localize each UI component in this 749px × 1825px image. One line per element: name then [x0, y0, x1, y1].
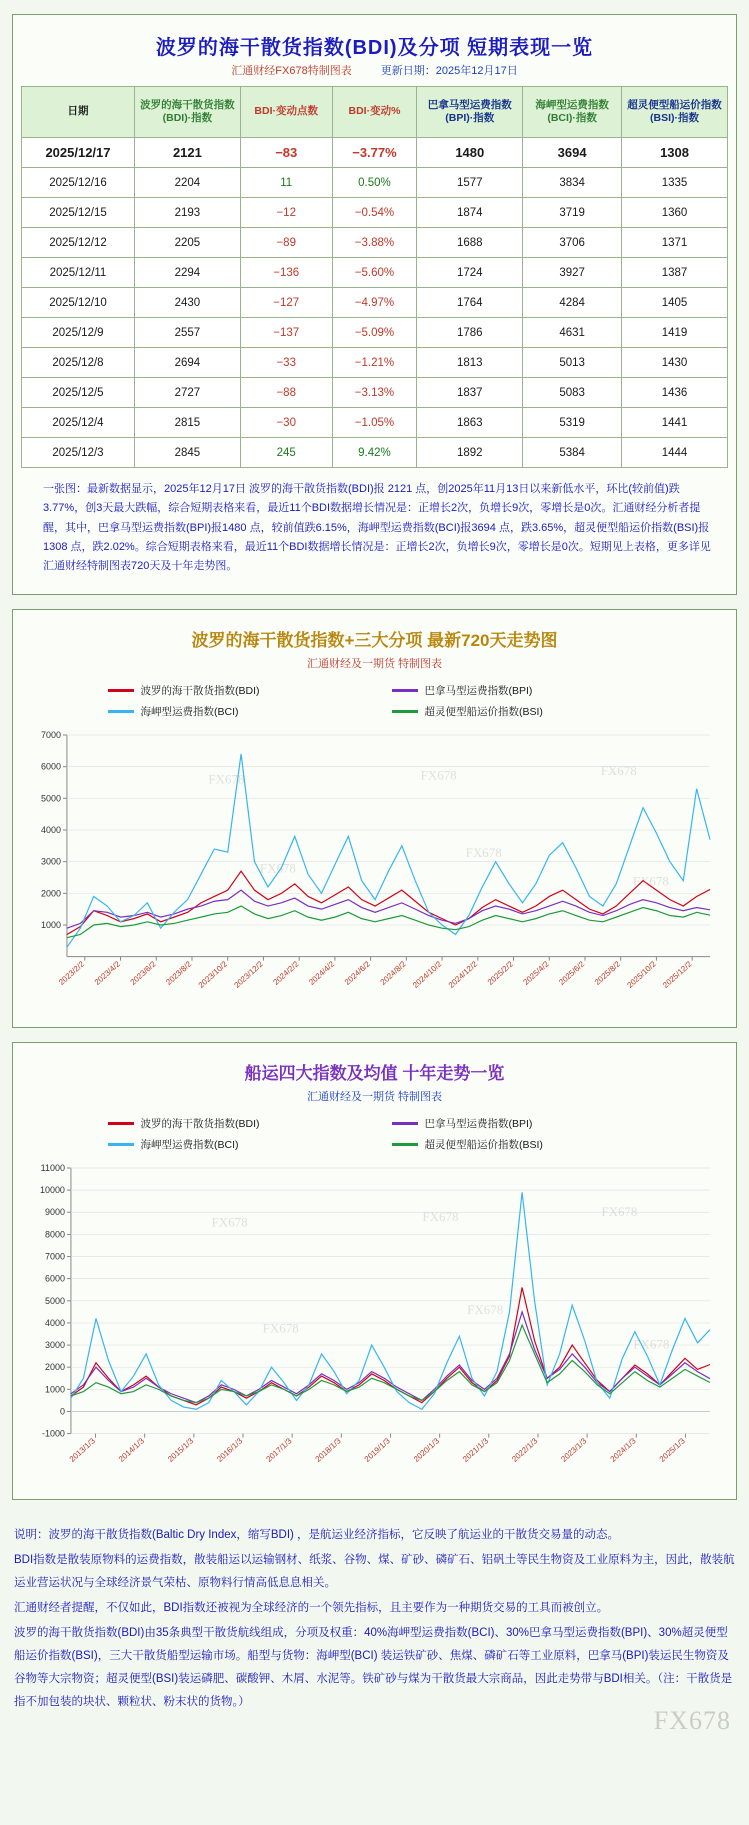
svg-text:2024/10/2: 2024/10/2 — [411, 959, 444, 991]
cell-bci: 3706 — [523, 228, 622, 258]
svg-text:FX678: FX678 — [208, 772, 245, 788]
legend-item-bdi-2 — [108, 1116, 358, 1131]
cell-bdi-change: −33 — [240, 348, 332, 378]
cell-bdi-pct: 0.50% — [332, 168, 417, 198]
cell-bsi: 1441 — [622, 408, 728, 438]
cell-date: 2025/12/3 — [22, 438, 135, 468]
cell-bdi-pct: −5.60% — [332, 258, 417, 288]
svg-text:FX678: FX678 — [633, 1336, 670, 1352]
cell-bci: 4631 — [523, 318, 622, 348]
cell-bpi: 1892 — [417, 438, 523, 468]
table-row — [22, 408, 728, 438]
col-bci: 海岬型运费指数(BCI)·指数 — [523, 87, 622, 138]
cell-bci: 5013 — [523, 348, 622, 378]
cell-bdi: 2294 — [134, 258, 240, 288]
table-body — [22, 138, 728, 468]
cell-date: 2025/12/16 — [22, 168, 135, 198]
svg-text:5000: 5000 — [44, 1295, 65, 1306]
cell-bdi-change: −137 — [240, 318, 332, 348]
table-source: 汇通财经FX678特制图表 — [231, 65, 352, 77]
cell-bci: 5384 — [523, 438, 622, 468]
col-date: 日期 — [22, 87, 135, 138]
table-subline — [21, 62, 728, 86]
svg-text:2024/6/2: 2024/6/2 — [342, 959, 372, 988]
cell-date: 2025/12/12 — [22, 228, 135, 258]
cell-bci: 4284 — [523, 288, 622, 318]
legend-item-bpi — [392, 683, 642, 698]
col-bdi-pct: BDI·变动% — [332, 87, 417, 138]
cell-bdi: 2205 — [134, 228, 240, 258]
cell-bpi: 1813 — [417, 348, 523, 378]
cell-bdi-change: −30 — [240, 408, 332, 438]
legend-swatch-bpi-2 — [392, 1122, 418, 1125]
cell-bpi: 1688 — [417, 228, 523, 258]
cell-bdi-change: −127 — [240, 288, 332, 318]
col-bdi-change: BDI·变动点数 — [240, 87, 332, 138]
table-row — [22, 228, 728, 258]
chart-10y-plot — [21, 1156, 728, 1490]
cell-bpi: 1724 — [417, 258, 523, 288]
svg-text:9000: 9000 — [44, 1207, 65, 1218]
svg-text:2024/2/2: 2024/2/2 — [271, 959, 301, 988]
cell-bdi-change: 245 — [240, 438, 332, 468]
chart-720d-subtitle: 汇通财经及一期货 特制图表 — [306, 658, 443, 671]
page-title: 波罗的海干散货指数(BDI)及分项 短期表现一览 — [155, 37, 594, 59]
svg-text:2025/6/2: 2025/6/2 — [557, 959, 587, 988]
svg-text:4000: 4000 — [40, 825, 61, 836]
table-row — [22, 138, 728, 168]
cell-bci: 5083 — [523, 378, 622, 408]
legend-label-bdi: 波罗的海干散货指数(BDI) — [140, 685, 260, 698]
cell-bdi-pct: −1.05% — [332, 408, 417, 438]
cell-date: 2025/12/9 — [22, 318, 135, 348]
svg-text:2021/1/3: 2021/1/3 — [461, 1436, 491, 1464]
svg-text:FX678: FX678 — [600, 763, 637, 779]
svg-text:1000: 1000 — [40, 920, 61, 931]
footer-line-3: 波罗的海干散货指数(BDI)由35条典型干散货航线组成，分项及权重：40%海岬型运费指数(BCI)、30%巴拿马型运费指数(BPI)、30%超灵便型船运价指数(BSI)，三大干散货船型运输市场。船型与货物：海岬型(BCI) 装运铁矿砂、焦煤、磷矿石等工业原料，巴拿马(BPI)装运民生物资及谷物等大宗物资；超灵便型(BSI)装运磷肥、碳酸钾、木屑、水泥等。铁矿砂与煤为干散货最大宗商品，因此走势带与BDI相关。（注：干散货是指不加包装的块状、颗粒状、粉末状的货物。） — [14, 1627, 733, 1709]
legend-label-bpi: 巴拿马型运费指数(BPI) — [424, 685, 533, 698]
legend-item-bsi-2 — [392, 1137, 642, 1152]
cell-bpi: 1786 — [417, 318, 523, 348]
cell-bdi-change: −83 — [240, 138, 332, 168]
cell-bdi-pct: 9.42% — [332, 438, 417, 468]
svg-text:2024/12/2: 2024/12/2 — [446, 959, 480, 991]
cell-bsi: 1308 — [622, 138, 728, 168]
svg-text:2025/4/2: 2025/4/2 — [521, 959, 551, 988]
cell-bci: 3927 — [523, 258, 622, 288]
cell-bdi-change: −88 — [240, 378, 332, 408]
cell-bdi: 2430 — [134, 288, 240, 318]
legend-label-bsi: 超灵便型船运价指数(BSI) — [424, 706, 543, 719]
svg-text:2025/10/2: 2025/10/2 — [625, 959, 658, 991]
svg-text:FX678: FX678 — [211, 1214, 248, 1230]
col-bsi: 超灵便型船运价指数(BSI)·指数 — [622, 87, 728, 138]
legend-label-bpi-2: 巴拿马型运费指数(BPI) — [424, 1117, 533, 1130]
cell-bsi: 1371 — [622, 228, 728, 258]
cell-date: 2025/12/5 — [22, 378, 135, 408]
cell-bdi-change: −89 — [240, 228, 332, 258]
chart-10y-panel — [12, 1042, 737, 1501]
table-row — [22, 198, 728, 228]
svg-text:FX678: FX678 — [467, 1301, 504, 1317]
cell-bdi-pct: −3.77% — [332, 138, 417, 168]
svg-text:0: 0 — [59, 1406, 65, 1417]
cell-bdi: 2694 — [134, 348, 240, 378]
cell-date: 2025/12/8 — [22, 348, 135, 378]
cell-bdi-change: −136 — [240, 258, 332, 288]
cell-bsi: 1360 — [622, 198, 728, 228]
legend-label-bdi-2: 波罗的海干散货指数(BDI) — [140, 1117, 260, 1130]
legend-label-bci-2: 海岬型运费指数(BCI) — [140, 1138, 239, 1151]
svg-text:2018/1/3: 2018/1/3 — [313, 1436, 343, 1464]
legend-item-bci-2 — [108, 1137, 358, 1152]
svg-text:2025/12/2: 2025/12/2 — [661, 959, 694, 991]
cell-bpi: 1874 — [417, 198, 523, 228]
cell-bpi: 1764 — [417, 288, 523, 318]
cell-bdi-pct: −3.13% — [332, 378, 417, 408]
cell-bsi: 1405 — [622, 288, 728, 318]
legend-swatch-bci-2 — [108, 1143, 134, 1146]
cell-bdi-pct: −0.54% — [332, 198, 417, 228]
cell-bci: 3694 — [523, 138, 622, 168]
chart-720d-plot — [21, 723, 728, 1017]
legend-swatch-bci — [108, 710, 134, 713]
chart-10y-subtitle: 汇通财经及一期货 特制图表 — [306, 1090, 443, 1103]
chart-10y-title: 船运四大指数及均值 十年走势一览 — [244, 1063, 505, 1083]
svg-text:2023/6/2: 2023/6/2 — [128, 959, 158, 988]
svg-text:-1000: -1000 — [41, 1428, 65, 1439]
table-updated: 更新日期：2025年12月17日 — [380, 65, 518, 77]
svg-text:2015/1/3: 2015/1/3 — [166, 1436, 196, 1464]
footer-line-2: 汇通财经者提醒，不仅如此，BDI指数还被视为全球经济的一个领先指标，且主要作为一种期货交易的工具而被创立。 — [14, 1602, 609, 1615]
cell-bdi: 2121 — [134, 138, 240, 168]
cell-bsi: 1387 — [622, 258, 728, 288]
chart-720d-svg — [25, 727, 724, 1017]
legend-swatch-bdi-2 — [108, 1122, 134, 1125]
table-row — [22, 348, 728, 378]
chart-10y-svg — [25, 1160, 724, 1490]
cell-date: 2025/12/10 — [22, 288, 135, 318]
footer-notes — [0, 1514, 749, 1742]
cell-bpi: 1863 — [417, 408, 523, 438]
cell-bdi: 2845 — [134, 438, 240, 468]
cell-bsi: 1419 — [622, 318, 728, 348]
legend-item-bci — [108, 704, 358, 719]
cell-bdi-pct: −3.88% — [332, 228, 417, 258]
svg-text:6000: 6000 — [44, 1273, 65, 1284]
bdi-table-panel — [12, 14, 737, 595]
svg-text:FX678: FX678 — [422, 1208, 459, 1224]
cell-bsi: 1444 — [622, 438, 728, 468]
svg-text:3000: 3000 — [40, 856, 61, 867]
cell-bpi: 1837 — [417, 378, 523, 408]
cell-bdi-change: −12 — [240, 198, 332, 228]
svg-text:6000: 6000 — [40, 761, 61, 772]
cell-date: 2025/12/4 — [22, 408, 135, 438]
page-root — [0, 14, 749, 1742]
col-bdi: 波罗的海干散货指数(BDI)·指数 — [134, 87, 240, 138]
cell-bsi: 1436 — [622, 378, 728, 408]
svg-text:2013/1/3: 2013/1/3 — [67, 1436, 97, 1464]
svg-text:2022/1/3: 2022/1/3 — [510, 1436, 540, 1464]
legend-label-bsi-2: 超灵便型船运价指数(BSI) — [424, 1138, 543, 1151]
svg-text:7000: 7000 — [40, 730, 61, 741]
cell-bsi: 1335 — [622, 168, 728, 198]
svg-text:2023/8/2: 2023/8/2 — [164, 959, 194, 988]
table-row — [22, 168, 728, 198]
legend-swatch-bdi — [108, 689, 134, 692]
cell-bdi-pct: −1.21% — [332, 348, 417, 378]
svg-text:3000: 3000 — [44, 1339, 65, 1350]
cell-bci: 3834 — [523, 168, 622, 198]
svg-text:5000: 5000 — [40, 793, 61, 804]
table-note: 一张图：最新数据显示，2025年12月17日 波罗的海干散货指数(BDI)报 2121 点，创2025年11月13日以来新低水平，环比(较前值)跌3.77%，创3天最大跌幅，综合短期表格来看，最近11个BDI数据增长情况是：正增长2次，负增长9次，零增长是0次。汇通财经分析者提醒，其中，巴拿马型运费指数(BPI)报1480 点，较前值跌6.15%，海岬型运费指数(BCI)报3694 点，跌3.65%，超灵便型船运价指数(BSI)报1308 点，跌2.02%。综合短期表格来看，最近11个BDI数据增长情况是：正增长2次，负增长9次，零增长是0次。短期见上表格，更多详见汇通财经特制图表720天及十年走势图。 — [43, 483, 711, 572]
table-header-row — [22, 87, 728, 138]
cell-bci: 5319 — [523, 408, 622, 438]
footer-line-1: BDI指数是散装原物料的运费指数，散装船运以运输钢材、纸浆、谷物、煤、矿砂、磷矿石、铝矾土等民生物资及工业原料为主，因此，散装航运业营运状况与全球经济景气荣枯、原物料行情高低息息相关。 — [14, 1554, 735, 1590]
svg-text:2025/8/2: 2025/8/2 — [592, 959, 623, 988]
col-bpi: 巴拿马型运费指数(BPI)·指数 — [417, 87, 523, 138]
legend-item-bsi — [392, 704, 642, 719]
bdi-table — [21, 86, 728, 468]
cell-bdi: 2557 — [134, 318, 240, 348]
svg-text:2023/1/3: 2023/1/3 — [559, 1436, 589, 1464]
svg-text:2000: 2000 — [40, 888, 61, 899]
cell-bdi: 2204 — [134, 168, 240, 198]
table-row — [22, 258, 728, 288]
svg-text:2025/1/3: 2025/1/3 — [657, 1436, 687, 1464]
legend-label-bci: 海岬型运费指数(BCI) — [140, 706, 239, 719]
cell-bdi-pct: −4.97% — [332, 288, 417, 318]
cell-bpi: 1577 — [417, 168, 523, 198]
svg-text:FX678: FX678 — [259, 860, 296, 876]
svg-text:4000: 4000 — [44, 1317, 65, 1328]
cell-bsi: 1430 — [622, 348, 728, 378]
legend-swatch-bpi — [392, 689, 418, 692]
legend-swatch-bsi — [392, 710, 418, 713]
svg-text:2023/10/2: 2023/10/2 — [196, 959, 230, 991]
chart-720d-title: 波罗的海干散货指数+三大分项 最新720天走势图 — [191, 631, 558, 651]
chart-720d-panel — [12, 609, 737, 1028]
chart-720d-legend — [21, 673, 728, 723]
svg-text:8000: 8000 — [44, 1229, 65, 1240]
svg-text:1000: 1000 — [44, 1384, 65, 1395]
cell-date: 2025/12/15 — [22, 198, 135, 228]
cell-bdi: 2815 — [134, 408, 240, 438]
svg-text:FX678: FX678 — [420, 767, 457, 783]
svg-text:2023/2/2: 2023/2/2 — [57, 959, 87, 988]
table-row — [22, 438, 728, 468]
legend-item-bdi — [108, 683, 358, 698]
svg-text:2019/1/3: 2019/1/3 — [362, 1436, 392, 1464]
svg-text:7000: 7000 — [44, 1251, 65, 1262]
svg-text:FX678: FX678 — [262, 1320, 299, 1336]
svg-text:10000: 10000 — [39, 1184, 65, 1195]
svg-text:2016/1/3: 2016/1/3 — [215, 1436, 245, 1464]
svg-text:2023/4/2: 2023/4/2 — [92, 959, 122, 988]
cell-bdi-pct: −5.09% — [332, 318, 417, 348]
svg-text:FX678: FX678 — [632, 873, 669, 889]
svg-text:2000: 2000 — [44, 1362, 65, 1373]
chart-10y-legend — [21, 1106, 728, 1156]
svg-text:2017/1/3: 2017/1/3 — [264, 1436, 294, 1464]
svg-text:2020/1/3: 2020/1/3 — [411, 1436, 441, 1464]
cell-bdi-change: 11 — [240, 168, 332, 198]
legend-swatch-bsi-2 — [392, 1143, 418, 1146]
svg-text:2023/12/2: 2023/12/2 — [232, 959, 265, 991]
cell-date: 2025/12/11 — [22, 258, 135, 288]
footer-line-0: 说明：波罗的海干散货指数(Baltic Dry Index，缩写BDI) ，是航运业经济指标，它反映了航运业的干散货交易量的动态。 — [14, 1529, 620, 1542]
cell-bci: 3719 — [523, 198, 622, 228]
svg-text:2024/1/3: 2024/1/3 — [608, 1436, 638, 1464]
footer-watermark: FX678 — [653, 1706, 731, 1736]
cell-date: 2025/12/17 — [22, 138, 135, 168]
svg-text:2024/8/2: 2024/8/2 — [378, 959, 408, 988]
cell-bpi: 1480 — [417, 138, 523, 168]
svg-text:FX678: FX678 — [465, 845, 502, 861]
cell-bdi: 2727 — [134, 378, 240, 408]
cell-bdi: 2193 — [134, 198, 240, 228]
table-row — [22, 288, 728, 318]
svg-text:FX678: FX678 — [601, 1203, 638, 1219]
table-row — [22, 378, 728, 408]
table-row — [22, 318, 728, 348]
table-head — [22, 87, 728, 138]
svg-text:2024/4/2: 2024/4/2 — [307, 959, 337, 988]
svg-text:2014/1/3: 2014/1/3 — [116, 1436, 147, 1464]
svg-text:11000: 11000 — [40, 1162, 65, 1173]
svg-text:2025/2/2: 2025/2/2 — [485, 959, 515, 988]
legend-item-bpi-2 — [392, 1116, 642, 1131]
